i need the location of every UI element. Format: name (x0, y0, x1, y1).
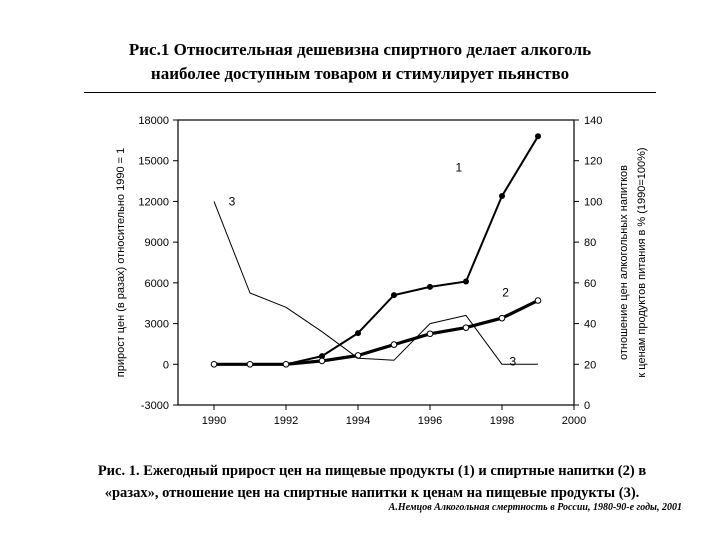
y-right-tick-label: 0 (584, 400, 591, 412)
y-left-tick-label: 6000 (144, 277, 169, 290)
y-left-tick-label: 15000 (138, 155, 169, 168)
series-2-point (463, 325, 469, 331)
y-right-tick-label: 140 (584, 115, 603, 127)
series-2-point (391, 342, 397, 348)
series-label-2: 2 (502, 285, 509, 300)
y-right-tick-label: 80 (584, 237, 597, 250)
y-left-tick-label: 18000 (138, 115, 169, 127)
y-right-tick-label: 40 (584, 318, 597, 331)
series-2-point (499, 315, 505, 321)
series-2-point (319, 358, 325, 364)
series-2-point (283, 361, 289, 367)
y-left-tick-label: 12000 (138, 196, 169, 209)
series-2-line (214, 301, 538, 365)
y-right-tick-label: 120 (584, 155, 603, 168)
y-right-tick-label: 60 (584, 277, 597, 290)
x-tick-label: 1990 (201, 415, 227, 427)
title-line-2: наиболее доступным товаром и стимулирует пьянство (150, 64, 570, 83)
series-label-3: 3 (228, 194, 236, 209)
x-tick-label: 1996 (417, 415, 443, 427)
series-1-point (427, 284, 433, 290)
x-tick-label: 1992 (273, 415, 299, 427)
y-right-tick-label: 20 (584, 359, 597, 372)
series-1-point (535, 133, 541, 139)
series-2-point (247, 361, 253, 367)
series-2-point (355, 353, 361, 359)
y-left-tick-label: 3000 (144, 318, 169, 331)
series-1-point (499, 193, 505, 199)
y-left-tick-label: 0 (162, 359, 169, 372)
y-left-tick-label: -3000 (140, 400, 169, 412)
y-right-tick-label: 100 (584, 196, 603, 209)
y-left-tick-label: 9000 (144, 237, 169, 250)
series-label-3: 3 (509, 354, 517, 369)
series-1-point (391, 292, 397, 298)
series-2-point (427, 331, 433, 337)
caption-line-2: «разах», отношение цен на спиртные напитки к ценам на пищевые продукты (3). (104, 485, 640, 501)
figure-caption (62, 460, 682, 504)
series-1-point (355, 330, 361, 336)
title-line-1: Рис.1 Относительная дешевизна спиртного делает алкоголь (128, 40, 592, 59)
y-right-axis-title-line2: к ценам продуктов питания в % (1990=100%) (636, 147, 648, 378)
y-left-axis-title: прирост цен (в разах) относительно 1990 = 1 (115, 147, 127, 378)
x-tick-label: 1994 (345, 415, 371, 427)
caption-line-1: Рис. 1. Ежегодный прирост цен на пищевые продукты (1) и спиртные напитки (2) в (97, 463, 647, 479)
series-1-line (214, 136, 538, 364)
series-1-point (463, 279, 469, 285)
series-2-point (535, 298, 541, 304)
series-label-1: 1 (455, 160, 463, 175)
x-tick-label: 2000 (561, 415, 587, 427)
source-citation: А.Немцов Алкогольная смертность в России, 1980-90-е годы, 2001 (388, 502, 682, 513)
series-2-point (211, 361, 217, 367)
y-right-axis-title-line1: отношение цен алкогольных напитков (618, 164, 630, 361)
x-tick-label: 1998 (489, 415, 515, 427)
